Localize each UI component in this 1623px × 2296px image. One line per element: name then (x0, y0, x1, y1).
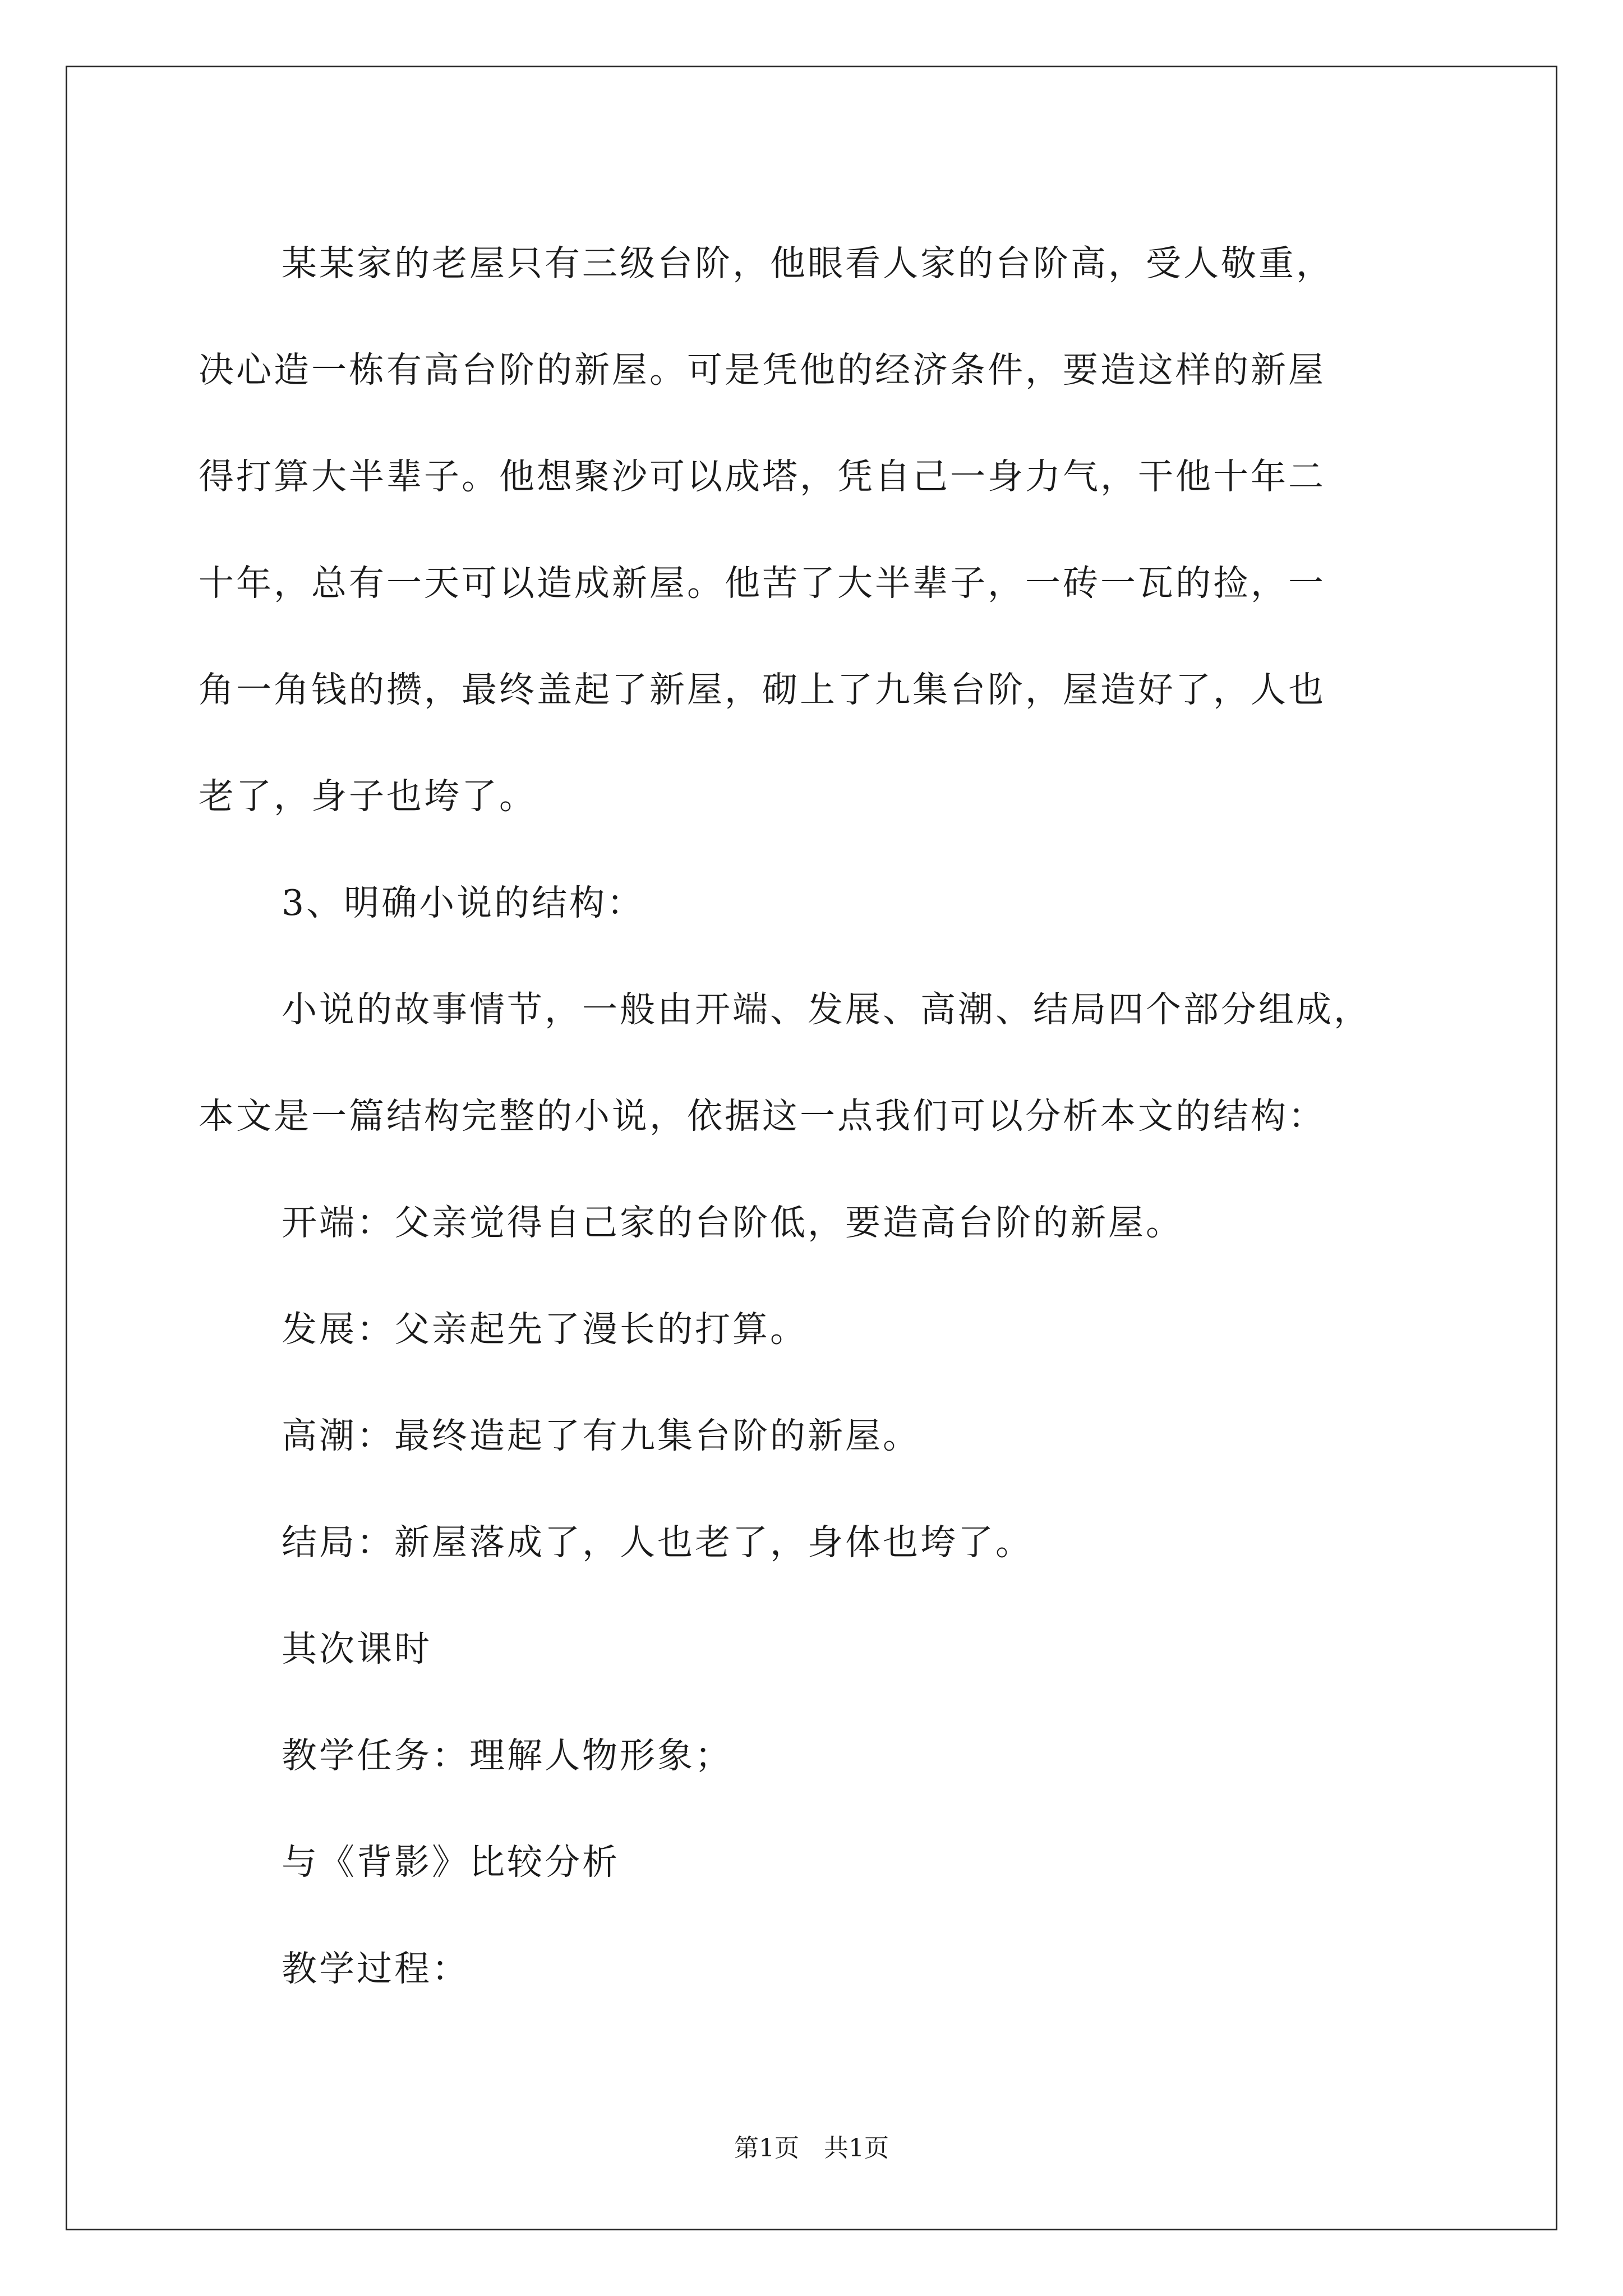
paragraph-line: 某某家的老屋只有三级台阶，他眼看人家的台阶高，受人敬重， (282, 243, 1334, 284)
lesson-heading: 其次课时 (282, 1628, 432, 1669)
structure-item-development: 发展：父亲起先了漫长的打算。 (282, 1309, 808, 1350)
teaching-process-heading: 教学过程： (282, 1948, 469, 1989)
paragraph-line: 十年，总有一天可以造成新屋。他苦了大半辈子，一砖一瓦的捡，一 (199, 563, 1326, 604)
teaching-task: 教学任务：理解人物形象； (282, 1735, 732, 1776)
structure-item-ending: 结局：新屋落成了，人也老了，身体也垮了。 (282, 1522, 1033, 1563)
paragraph-line: 小说的故事情节，一般由开端、发展、高潮、结局四个部分组成， (282, 989, 1371, 1030)
paragraph-line: 角一角钱的攒，最终盖起了新屋，砌上了九集台阶，屋造好了，人也 (199, 669, 1326, 710)
paragraph-line: 老了，身子也垮了。 (199, 776, 537, 817)
comparison-note: 与《背影》比较分析 (282, 1842, 620, 1883)
paragraph-line: 得打算大半辈子。他想聚沙可以成塔，凭自己一身力气，干他十年二 (199, 456, 1326, 497)
section-heading: 3、明确小说的结构： (282, 882, 645, 923)
paragraph-line: 本文是一篇结构完整的小说，依据这一点我们可以分析本文的结构： (199, 1096, 1326, 1137)
structure-item-opening: 开端：父亲觉得自己家的台阶低，要造高台阶的新屋。 (282, 1202, 1183, 1243)
document-body (199, 210, 1455, 2022)
structure-item-climax: 高潮：最终造起了有九集台阶的新屋。 (282, 1415, 920, 1456)
paragraph-line: 决心造一栋有高台阶的新屋。可是凭他的经济条件，要造这样的新屋 (199, 349, 1326, 390)
page-number: 第1页 共1页 (734, 2134, 889, 2162)
